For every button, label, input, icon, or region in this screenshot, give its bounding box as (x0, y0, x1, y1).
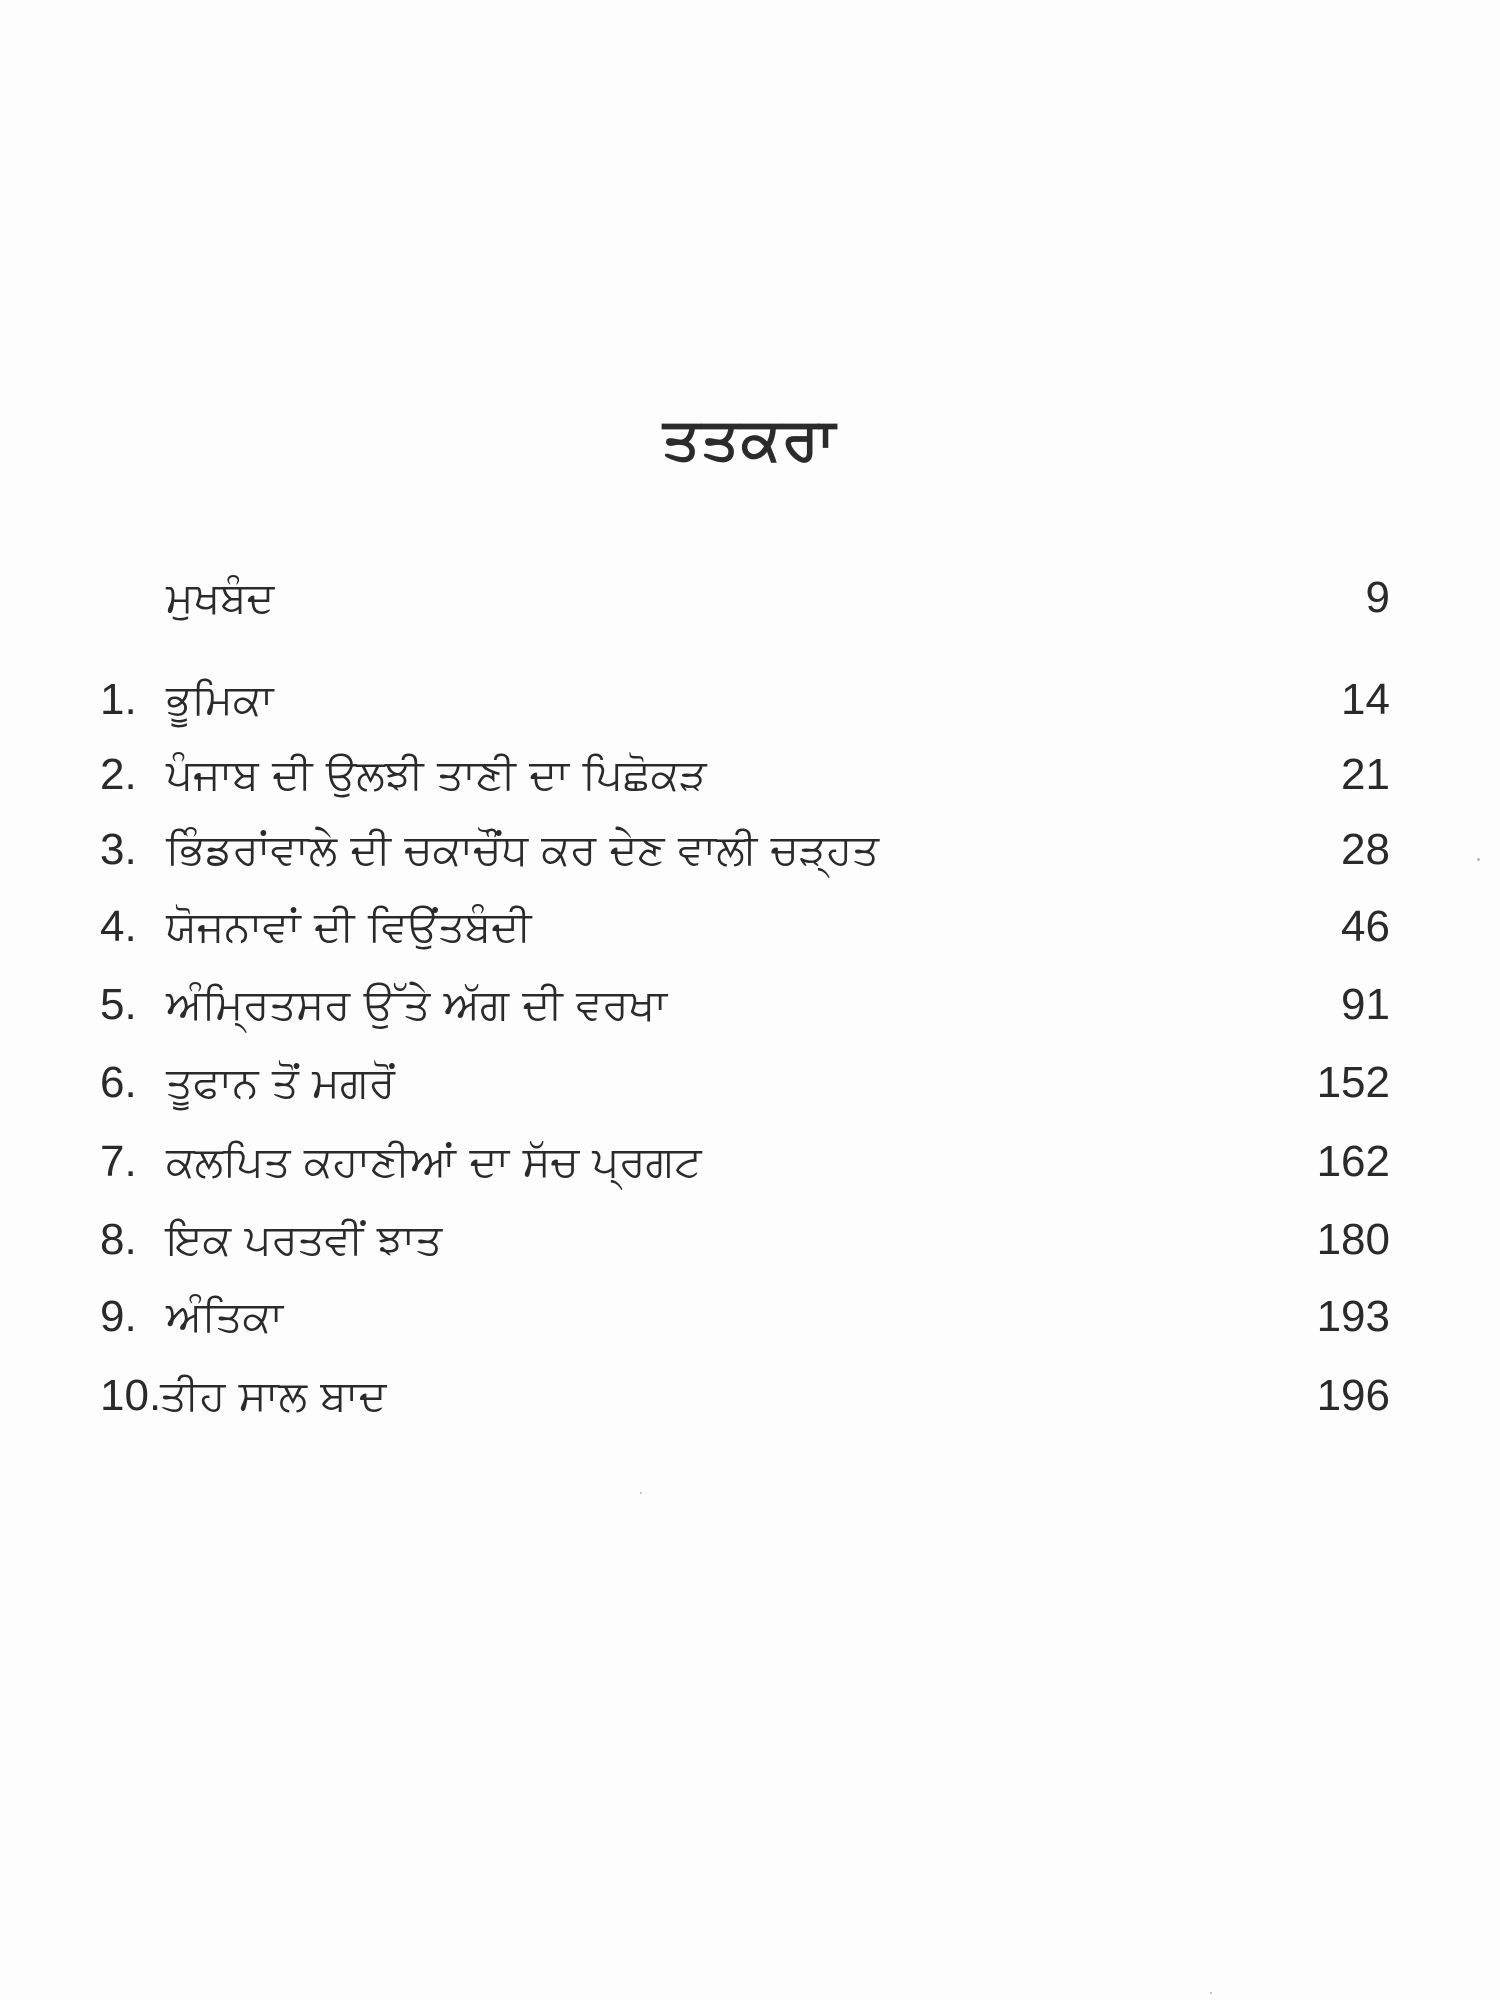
toc-entry-label: ਮੁਖਬੰਦ (166, 573, 275, 622)
toc-entry (100, 1132, 1390, 1192)
toc-entry (100, 1053, 1390, 1113)
toc-entry (100, 1366, 1390, 1426)
toc-entry (100, 670, 1390, 730)
toc-entry-page: 196 (1316, 1371, 1390, 1420)
toc-entry-number: 7. (100, 1137, 137, 1186)
toc-entry-page: 14 (1341, 675, 1390, 724)
toc-entry-preface (100, 568, 1390, 628)
toc-entry-label: ਭਿੰਡਰਾਂਵਾਲੇ ਦੀ ਚਕਾਚੌਂਧ ਕਰ ਦੇਣ ਵਾਲੀ ਚੜ੍ਹਤ (166, 825, 880, 874)
toc-entry-number: 4. (100, 902, 137, 951)
toc-entry-page: 46 (1341, 902, 1390, 951)
scan-speck (1477, 858, 1480, 861)
toc-entry-page: 180 (1316, 1215, 1390, 1264)
toc-entry-label: ਇਕ ਪਰਤਵੀਂ ਝਾਤ (166, 1215, 443, 1264)
page-title: ਤਤਕਰਾ (662, 405, 838, 473)
toc-entry-number: 1. (100, 675, 137, 724)
toc-entry (100, 1287, 1390, 1347)
toc-entry (100, 1210, 1390, 1270)
toc-entry-label: ਕਲਪਿਤ ਕਹਾਣੀਆਂ ਦਾ ਸੱਚ ਪ੍ਰਗਟ (166, 1137, 702, 1186)
toc-entry-number: 9. (100, 1292, 137, 1341)
toc-entry-label: ਯੋਜਨਾਵਾਂ ਦੀ ਵਿਉਂਤਬੰਦੀ (166, 902, 532, 951)
toc-entry-page: 193 (1316, 1292, 1390, 1341)
toc-entry (100, 897, 1390, 957)
toc-entry-number: 3. (100, 825, 137, 874)
toc-entry (100, 745, 1390, 805)
toc-entry-label: ਤੀਹ ਸਾਲ ਬਾਦ (160, 1371, 387, 1420)
toc-entry-label: ਭੂਮਿਕਾ (166, 675, 274, 724)
toc-entry-number: 6. (100, 1058, 137, 1107)
scan-speck (640, 1492, 642, 1494)
toc-entry-number: 10. (100, 1371, 162, 1420)
toc-entry-label: ਪੰਜਾਬ ਦੀ ਉਲਝੀ ਤਾਣੀ ਦਾ ਪਿਛੋਕੜ (166, 750, 707, 799)
toc-entry-page: 152 (1316, 1058, 1390, 1107)
toc-entry-page: 28 (1341, 825, 1390, 874)
toc-entry-number: 8. (100, 1215, 137, 1264)
toc-entry (100, 820, 1390, 880)
toc-entry (100, 975, 1390, 1035)
toc-entry-label: ਤੂਫਾਨ ਤੋਂ ਮਗਰੋਂ (166, 1058, 396, 1107)
toc-entry-number: 5. (100, 980, 137, 1029)
toc-entry-label: ਅੰਤਿਕਾ (166, 1292, 284, 1341)
toc-entry-number: 2. (100, 750, 137, 799)
toc-entry-label: ਅੰਮ੍ਰਿਤਸਰ ਉੱਤੇ ਅੱਗ ਦੀ ਵਰਖਾ (166, 980, 668, 1029)
toc-entry-page: 91 (1341, 980, 1390, 1029)
toc-entry-page: 162 (1316, 1137, 1390, 1186)
toc-entry-page: 9 (1365, 573, 1390, 622)
scan-speck (1210, 1992, 1212, 1994)
toc-entry-page: 21 (1341, 750, 1390, 799)
